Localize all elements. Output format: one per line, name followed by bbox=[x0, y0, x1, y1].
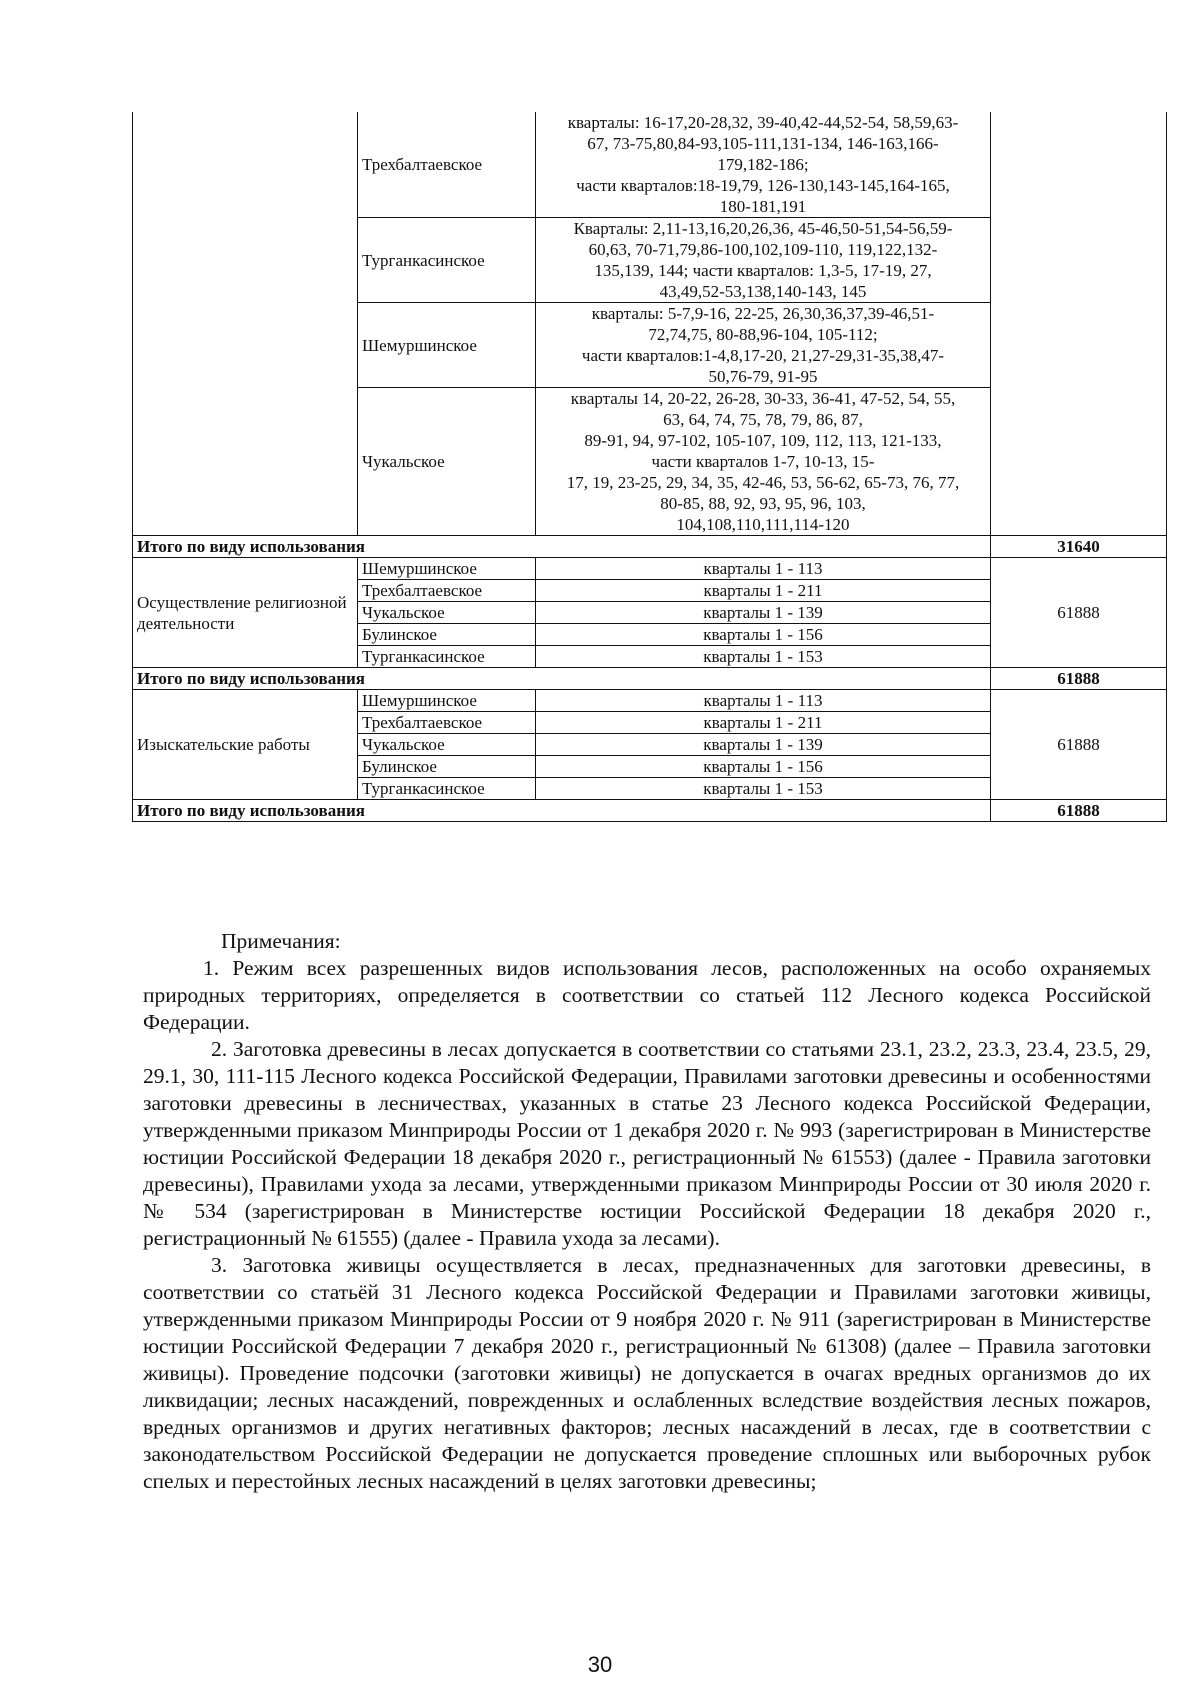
total-row bbox=[133, 536, 1167, 558]
total-value: 61888 bbox=[991, 800, 1167, 822]
quarters-cell: кварталы 1 - 139 bbox=[536, 602, 991, 624]
quarters-cell bbox=[536, 303, 991, 388]
page-number: 30 bbox=[587, 1652, 613, 1677]
quarters-cell: кварталы 1 - 211 bbox=[536, 712, 991, 734]
quarters-line: 179,182-186; bbox=[717, 155, 809, 174]
quarters-cell: кварталы 1 - 153 bbox=[536, 646, 991, 668]
quarters-line: части кварталов:1-4,8,17-20, 21,27-29,31-35,38,47- bbox=[581, 346, 945, 365]
use-type-cell-continued bbox=[133, 112, 358, 536]
quarters-line: 135,139, 144; части кварталов: 1,3-5, 17-19, 27, bbox=[594, 261, 932, 280]
forestry-name-cell: Чукальское bbox=[358, 734, 536, 756]
forestry-name-cell: Турганкасинское bbox=[358, 646, 536, 668]
forestry-name-cell: Чукальское bbox=[358, 602, 536, 624]
quarters-cell: кварталы 1 - 113 bbox=[536, 690, 991, 712]
quarters-cell: кварталы 1 - 153 bbox=[536, 778, 991, 800]
quarters-cell bbox=[536, 388, 991, 536]
total-value: 31640 bbox=[991, 536, 1167, 558]
total-value: 61888 bbox=[991, 668, 1167, 690]
quarters-cell: кварталы 1 - 211 bbox=[536, 580, 991, 602]
forestry-name-cell: Трехбалтаевское bbox=[358, 112, 536, 218]
forestry-name-cell: Булинское bbox=[358, 624, 536, 646]
quarters-line: 104,108,110,111,114-120 bbox=[676, 515, 850, 534]
area-cell: 61888 bbox=[991, 558, 1167, 668]
total-label: Итого по виду использования bbox=[133, 800, 991, 822]
quarters-cell bbox=[536, 218, 991, 303]
quarters-line: части кварталов 1-7, 10-13, 15- bbox=[651, 452, 875, 471]
area-cell: 61888 bbox=[991, 690, 1167, 800]
quarters-line: 43,49,52-53,138,140-143, 145 bbox=[659, 282, 867, 301]
quarters-line: кварталы: 5-7,9-16, 22-25, 26,30,36,37,39-46,51- bbox=[591, 304, 935, 323]
note-paragraph: 1. Режим всех разрешенных видов использования лесов, расположенных на особо охраняемых природных территориях, определяется в соответствии со статьей 112 Лесного кодекса Российской Федерации. bbox=[143, 956, 1151, 1034]
forestry-name-cell: Турганкасинское bbox=[358, 218, 536, 303]
quarters-line: 89-91, 94, 97-102, 105-107, 109, 112, 113, 121-133, bbox=[584, 431, 942, 450]
quarters-line: 67, 73-75,80,84-93,105-111,131-134, 146-163,166- bbox=[587, 134, 939, 153]
table-row bbox=[133, 558, 1167, 580]
quarters-line: Кварталы: 2,11-13,16,20,26,36, 45-46,50-51,54-56,59- bbox=[573, 219, 953, 238]
use-type-cell: Изыскательские работы bbox=[133, 690, 358, 800]
quarters-line: 17, 19, 23-25, 29, 34, 35, 42-46, 53, 56-62, 65-73, 76, 77, bbox=[566, 473, 960, 492]
forestry-name-cell: Трехбалтаевское bbox=[358, 712, 536, 734]
table-row bbox=[133, 690, 1167, 712]
quarters-line: части кварталов:18-19,79, 126-130,143-145,164-165, bbox=[576, 176, 950, 195]
forestry-name-cell: Чукальское bbox=[358, 388, 536, 536]
forestry-name-cell: Турганкасинское bbox=[358, 778, 536, 800]
forestry-name-cell: Шемуршинское bbox=[358, 558, 536, 580]
quarters-line: 60,63, 70-71,79,86-100,102,109-110, 119,122,132- bbox=[588, 240, 938, 259]
area-cell-continued bbox=[991, 112, 1167, 536]
table-row bbox=[133, 112, 1167, 218]
quarters-cell bbox=[536, 112, 991, 218]
total-label: Итого по виду использования bbox=[133, 536, 991, 558]
quarters-line: 180-181,191 bbox=[719, 197, 807, 216]
notes-title: Примечания: bbox=[221, 929, 341, 953]
forest-use-table bbox=[132, 112, 1167, 822]
quarters-line: кварталы 14, 20-22, 26-28, 30-33, 36-41, 47-52, 54, 55, bbox=[570, 389, 956, 408]
note-paragraph: 3. Заготовка живицы осуществляется в лесах, предназначенных для заготовки древесины, в соответствии со статьёй 31 Лесного кодекса Российской Федерации и Правилами заготовки живицы, утвержденными приказом Минприроды России от 9 ноября 2020 г. № 911 (зарегистрирован в Министерстве юстиции Российской Федерации 7 декабря 2020 г., регистрационный № 61308) (далее – Правила заготовки живицы). Проведение подсочки (заготовки живицы) не допускается в очагах вредных организмов до их ликвидации; лесных насаждений, поврежденных и ослабленных вследствие воздействия лесных пожаров, вредных организмов и других негативных факторов; лесных насаждений в лесах, где в соответствии с законодательством Российской Федерации не допускается проведение сплошных или выборочных рубок спелых и перестойных лесных насаждений в целях заготовки древесины; bbox=[143, 1253, 1151, 1493]
quarters-line: 63, 64, 74, 75, 78, 79, 86, 87, bbox=[663, 410, 863, 429]
note-paragraph: 2. Заготовка древесины в лесах допускается в соответствии со статьями 23.1, 23.2, 23.3, 23.4, 23.5, 29, 29.1, 30, 111-115 Лесного кодекса Российской Федерации, Правилами заготовки древесины и особенностями заготовки древесины в лесничествах, указанных в статье 23 Лесного кодекса Российской Федерации, утвержденными приказом Минприроды России от 1 декабря 2020 г. № 993 (зарегистрирован в Министерстве юстиции Российской Федерации 18 декабря 2020 г., регистрационный № 61553) (далее - Правила заготовки древесины), Правилами ухода за лесами, утвержденными приказом Минприроды России от 30 июля 2020 г. № 534 (зарегистрирован в Министерстве юстиции Российской Федерации 18 декабря 2020 г., регистрационный № 61555) (далее - Правила ухода за лесами). bbox=[143, 1037, 1151, 1250]
quarters-cell: кварталы 1 - 139 bbox=[536, 734, 991, 756]
forestry-name-cell: Трехбалтаевское bbox=[358, 580, 536, 602]
notes-section bbox=[143, 928, 1151, 1495]
forestry-name-cell: Шемуршинское bbox=[358, 303, 536, 388]
forestry-name-cell: Булинское bbox=[358, 756, 536, 778]
total-row bbox=[133, 668, 1167, 690]
total-row bbox=[133, 800, 1167, 822]
total-label: Итого по виду использования bbox=[133, 668, 991, 690]
quarters-line: 50,76-79, 91-95 bbox=[708, 367, 818, 386]
quarters-line: 72,74,75, 80-88,96-104, 105-112; bbox=[648, 325, 878, 344]
forestry-name-cell: Шемуршинское bbox=[358, 690, 536, 712]
quarters-line: 80-85, 88, 92, 93, 95, 96, 103, bbox=[660, 494, 866, 513]
quarters-line: кварталы: 16-17,20-28,32, 39-40,42-44,52-54, 58,59,63- bbox=[567, 113, 959, 132]
use-type-cell: Осуществление религиозной деятельности bbox=[133, 558, 358, 668]
quarters-cell: кварталы 1 - 156 bbox=[536, 624, 991, 646]
quarters-cell: кварталы 1 - 156 bbox=[536, 756, 991, 778]
quarters-cell: кварталы 1 - 113 bbox=[536, 558, 991, 580]
